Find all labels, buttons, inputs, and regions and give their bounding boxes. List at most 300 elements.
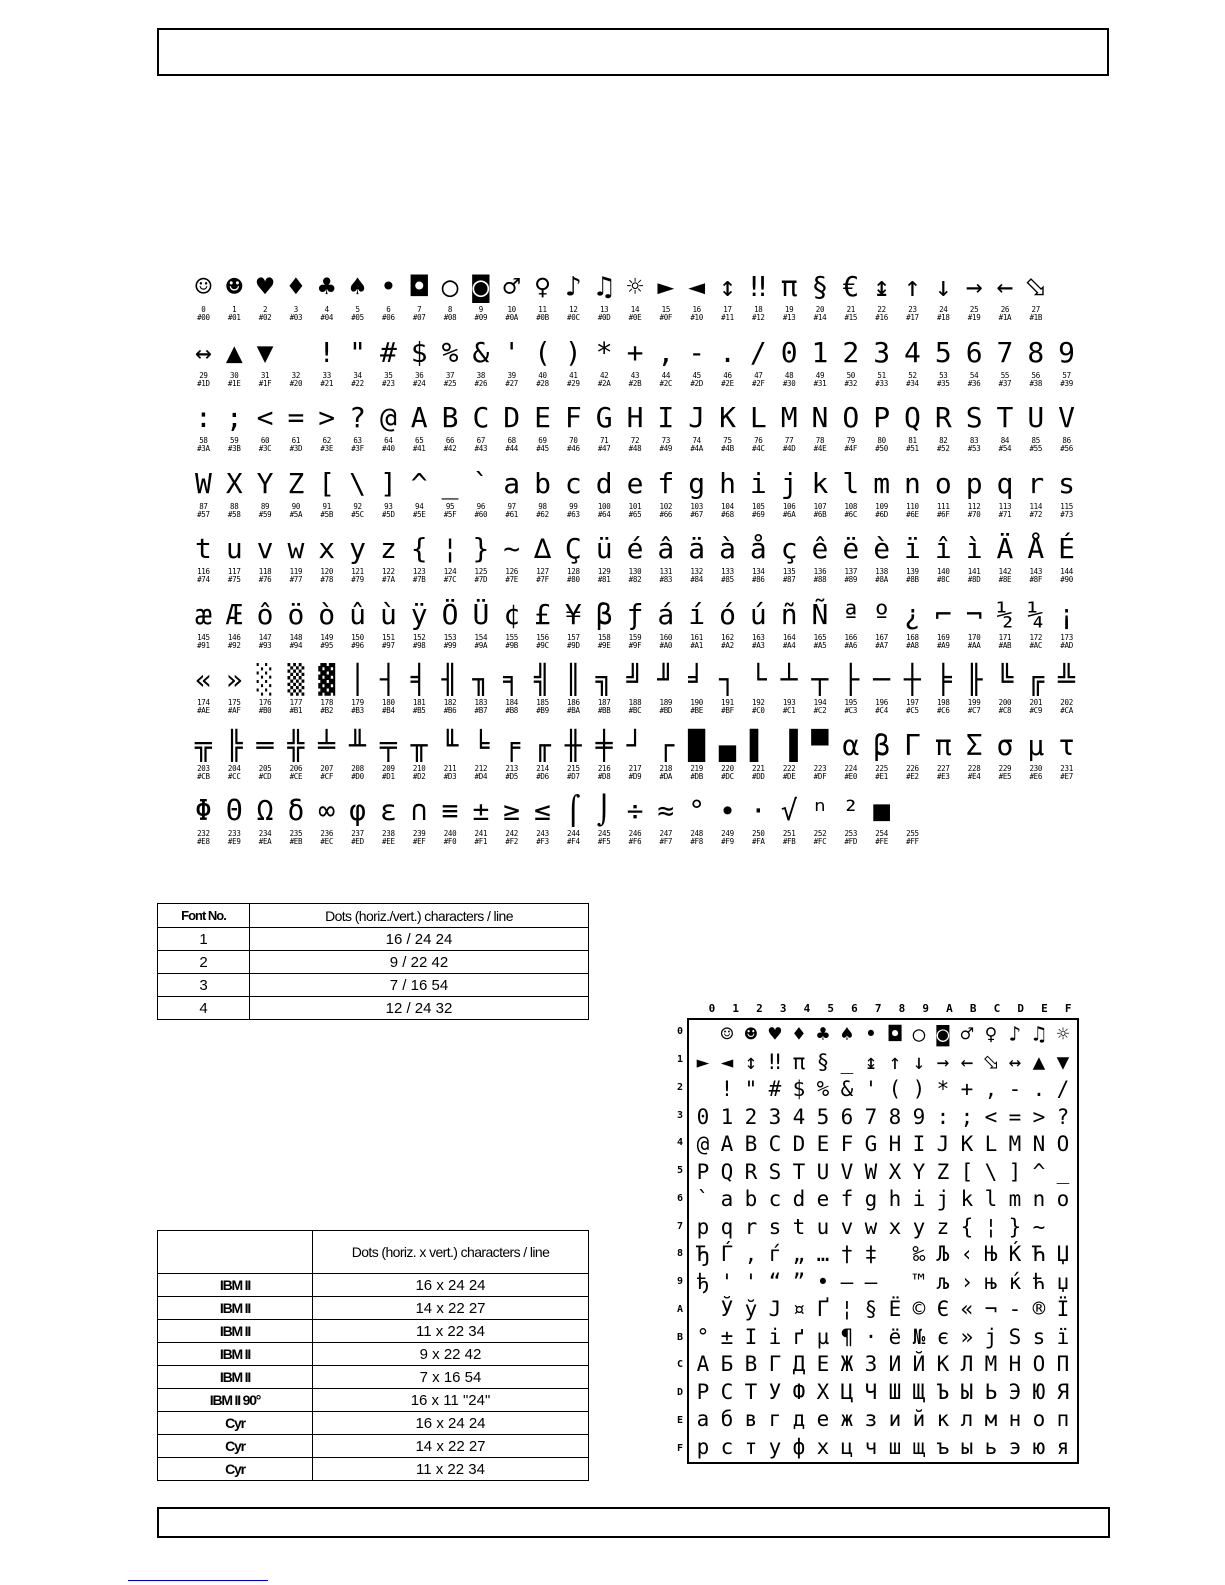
glyph-cell bbox=[866, 792, 897, 858]
glyph-decimal-code: 111 bbox=[936, 501, 950, 511]
glyph-hex-code: #CF bbox=[320, 771, 334, 781]
glyph-char: ⬂ bbox=[1024, 270, 1048, 303]
glyph-hex-code: #FA bbox=[751, 837, 765, 846]
glyph-decimal-code: 53 bbox=[939, 370, 948, 380]
glyph-decimal-code: 253 bbox=[844, 829, 858, 838]
glyph-decimal-code: 188 bbox=[628, 698, 642, 707]
codepage-table bbox=[157, 1230, 589, 1481]
codepage-char: 1 bbox=[720, 1104, 734, 1129]
glyph-hex-code: #04 bbox=[320, 313, 334, 322]
glyph-char: ╣ bbox=[534, 663, 551, 696]
glyph-cell bbox=[465, 268, 496, 334]
glyph-char: ◙ bbox=[472, 270, 490, 303]
glyph-decimal-code: 84 bbox=[1000, 436, 1010, 445]
glyph-decimal-code: 154 bbox=[474, 632, 488, 642]
codepage-column-label: 8 bbox=[898, 1002, 906, 1015]
glyph-decimal-code: 9 bbox=[478, 305, 483, 314]
codepage-row bbox=[691, 1131, 1075, 1159]
codepage-char bbox=[883, 1269, 907, 1297]
glyph-hex-code: #C4 bbox=[875, 706, 888, 715]
codepage-char: J bbox=[936, 1132, 950, 1156]
glyph-decimal-code: 46 bbox=[723, 370, 732, 380]
glyph-cell bbox=[311, 792, 342, 858]
glyph-hex-code: #14 bbox=[813, 313, 827, 322]
glyph-hex-code: #05 bbox=[351, 313, 364, 322]
codepage-char: Й bbox=[912, 1352, 926, 1376]
glyph-hex-code: #E4 bbox=[967, 771, 981, 781]
glyph-hex-code: #89 bbox=[844, 575, 858, 584]
glyph-hex-code: #E1 bbox=[875, 771, 888, 781]
glyph-decimal-code: 207 bbox=[320, 763, 334, 773]
glyph-cell bbox=[990, 661, 1021, 727]
glyph-decimal-code: 117 bbox=[227, 567, 241, 576]
glyph-char: ê bbox=[811, 532, 829, 565]
glyph-char: ° bbox=[688, 794, 706, 827]
glyph-char: ╙ bbox=[441, 728, 459, 762]
glyph-cell bbox=[1020, 727, 1051, 793]
table-cell: 7 x 16 54 bbox=[313, 1366, 589, 1389]
codepage-row bbox=[691, 1434, 1075, 1462]
glyph-cell bbox=[496, 334, 527, 400]
glyph-char: k bbox=[811, 466, 829, 500]
glyph-decimal-code: 86 bbox=[1062, 436, 1071, 445]
glyph-decimal-code: 43 bbox=[630, 370, 640, 380]
table-row bbox=[158, 1343, 589, 1366]
glyph-decimal-code: 157 bbox=[567, 632, 580, 642]
codepage-char: _ bbox=[1056, 1159, 1070, 1184]
glyph-decimal-code: 165 bbox=[813, 632, 827, 642]
glyph-char: ♂ bbox=[503, 270, 521, 303]
glyph-decimal-code: 27 bbox=[1031, 305, 1040, 314]
table-cell: 12 / 24 32 bbox=[250, 997, 589, 1020]
glyph-hex-code: #46 bbox=[567, 444, 580, 453]
codepage-char: Љ bbox=[936, 1242, 950, 1266]
glyph-char: ╧ bbox=[318, 728, 336, 762]
glyph-hex-code: #AF bbox=[227, 706, 241, 715]
glyph-char: 6 bbox=[965, 335, 983, 369]
codepage-chart bbox=[672, 1002, 1080, 1464]
codepage-row bbox=[691, 1021, 1075, 1049]
glyph-cell bbox=[496, 530, 527, 596]
glyph-char: ▄ bbox=[719, 728, 736, 762]
glyph-decimal-code: 121 bbox=[351, 567, 364, 576]
glyph-cell bbox=[897, 334, 928, 400]
glyph-char: ╞ bbox=[934, 663, 952, 696]
glyph-decimal-code: 109 bbox=[875, 501, 888, 511]
glyph-decimal-code: 240 bbox=[443, 829, 457, 838]
glyph-decimal-code: 156 bbox=[536, 632, 549, 642]
codepage-char: ќ bbox=[1008, 1269, 1022, 1294]
glyph-cell bbox=[1051, 792, 1082, 858]
glyph-char: ∙ bbox=[719, 794, 736, 827]
glyph-char: ç bbox=[780, 532, 798, 565]
glyph-hex-code: #36 bbox=[967, 378, 981, 388]
codepage-char: ! bbox=[720, 1077, 734, 1101]
codepage-column-label: 1 bbox=[732, 1002, 739, 1015]
glyph-decimal-code: 4 bbox=[324, 305, 329, 314]
codepage-char: Г bbox=[768, 1352, 782, 1376]
glyph-cell bbox=[743, 334, 774, 400]
glyph-char: 1 bbox=[811, 335, 829, 369]
glyph-char: ¡ bbox=[1058, 597, 1076, 631]
glyph-hex-code: #13 bbox=[782, 313, 796, 322]
glyph-char: y bbox=[349, 532, 366, 565]
glyph-char: ¿ bbox=[904, 597, 921, 631]
glyph-hex-code: #B4 bbox=[382, 706, 395, 715]
glyph-hex-code: #3A bbox=[197, 444, 210, 453]
glyph-cell bbox=[342, 727, 373, 793]
glyph-hex-code: #5F bbox=[443, 509, 457, 519]
glyph-char: Φ bbox=[194, 794, 212, 827]
glyph-decimal-code: 106 bbox=[782, 501, 796, 511]
codepage-row bbox=[691, 1296, 1075, 1324]
glyph-decimal-code: 244 bbox=[567, 829, 580, 838]
glyph-hex-code: #19 bbox=[967, 313, 981, 322]
glyph-decimal-code: 31 bbox=[260, 370, 270, 380]
glyph-cell bbox=[681, 399, 712, 465]
glyph-char: ┴ bbox=[780, 663, 798, 696]
codepage-char: x bbox=[888, 1214, 902, 1239]
glyph-char: ¦ bbox=[441, 532, 459, 565]
codepage-char: - bbox=[1008, 1297, 1022, 1321]
codepage-char: 5 bbox=[816, 1104, 830, 1129]
glyph-decimal-code: 205 bbox=[258, 763, 272, 773]
glyph-hex-code: #F2 bbox=[505, 837, 519, 846]
glyph-cell bbox=[835, 465, 866, 531]
glyph-cell bbox=[589, 727, 620, 793]
glyph-char: │ bbox=[349, 663, 366, 696]
codepage-char: ш bbox=[888, 1434, 902, 1459]
glyph-decimal-code: 225 bbox=[875, 763, 888, 773]
glyph-char: * bbox=[595, 335, 613, 369]
glyph-char: ╜ bbox=[657, 663, 675, 696]
glyph-decimal-code: 137 bbox=[844, 567, 858, 576]
glyph-decimal-code: 33 bbox=[322, 370, 331, 380]
glyph-cell bbox=[219, 399, 250, 465]
codepage-column-label: E bbox=[1041, 1002, 1048, 1015]
glyph-hex-code: #D0 bbox=[351, 771, 364, 781]
glyph-hex-code: #9A bbox=[474, 640, 488, 650]
glyph-cell bbox=[250, 530, 281, 596]
glyph-decimal-code: 17 bbox=[723, 305, 732, 314]
glyph-hex-code: #17 bbox=[906, 313, 919, 322]
codepage-char: ^ bbox=[1032, 1159, 1046, 1184]
glyph-decimal-code: 0 bbox=[201, 305, 206, 314]
glyph-cell bbox=[1051, 530, 1082, 596]
glyph-hex-code: #45 bbox=[536, 444, 549, 453]
codepage-char bbox=[691, 1076, 715, 1104]
codepage-char: U bbox=[816, 1159, 830, 1184]
glyph-char: ä bbox=[688, 532, 706, 565]
glyph-hex-code: #86 bbox=[751, 575, 765, 584]
glyph-char: ∆ bbox=[534, 532, 551, 565]
glyph-cell bbox=[250, 661, 281, 727]
glyph-cell bbox=[280, 727, 311, 793]
table-cell: 2 bbox=[158, 951, 250, 974]
glyph-decimal-code: 161 bbox=[690, 632, 703, 642]
glyph-cell bbox=[280, 268, 311, 334]
glyph-cell bbox=[928, 792, 959, 858]
glyph-cell bbox=[250, 727, 281, 793]
glyph-hex-code: #61 bbox=[505, 509, 519, 519]
glyph-hex-code: #08 bbox=[443, 313, 457, 322]
codepage-char: Ј bbox=[768, 1297, 782, 1321]
glyph-char: p bbox=[965, 466, 983, 500]
glyph-cell bbox=[743, 661, 774, 727]
codepage-char: – bbox=[840, 1269, 854, 1294]
codepage-char: С bbox=[720, 1379, 734, 1404]
glyph-cell bbox=[311, 530, 342, 596]
codepage-char bbox=[691, 1296, 715, 1324]
codepage-char: б bbox=[720, 1407, 734, 1431]
glyph-char: n bbox=[904, 466, 921, 500]
table-row bbox=[158, 951, 589, 974]
glyph-cell bbox=[435, 334, 466, 400]
glyph-decimal-code: 118 bbox=[258, 567, 272, 576]
table-cell: 16 x 24 24 bbox=[313, 1274, 589, 1297]
codepage-char: q bbox=[720, 1214, 734, 1239]
glyph-char: 8 bbox=[1027, 335, 1045, 369]
glyph-char: ↑ bbox=[904, 270, 921, 303]
codepage-row bbox=[691, 1406, 1075, 1434]
codepage-char: є bbox=[936, 1324, 950, 1349]
glyph-decimal-code: 211 bbox=[443, 763, 457, 773]
glyph-decimal-code: 16 bbox=[692, 305, 701, 314]
glyph-char: ♣ bbox=[318, 270, 336, 303]
glyph-cell bbox=[527, 465, 558, 531]
glyph-cell bbox=[589, 596, 620, 662]
glyph-hex-code: #02 bbox=[258, 313, 272, 322]
glyph-char: ≥ bbox=[503, 794, 521, 827]
glyph-hex-code: #73 bbox=[1060, 509, 1073, 519]
glyph-cell bbox=[805, 334, 836, 400]
glyph-cell bbox=[897, 792, 928, 858]
codepage-char: м bbox=[984, 1407, 998, 1431]
glyph-hex-code: #01 bbox=[227, 313, 241, 322]
glyph-hex-code: #AB bbox=[998, 640, 1012, 650]
glyph-char: ├ bbox=[842, 663, 860, 696]
glyph-decimal-code: 45 bbox=[692, 370, 701, 380]
glyph-decimal-code: 223 bbox=[813, 763, 827, 773]
table-row bbox=[158, 1320, 589, 1343]
glyph-cell bbox=[342, 596, 373, 662]
glyph-char: m bbox=[873, 466, 891, 500]
glyph-char: Ü bbox=[472, 597, 490, 631]
codepage-char: k bbox=[960, 1187, 974, 1211]
glyph-cell bbox=[373, 792, 404, 858]
glyph-decimal-code: 56 bbox=[1031, 370, 1040, 380]
glyph-char: ↕ bbox=[719, 270, 736, 303]
glyph-char: 2 bbox=[842, 335, 860, 369]
codepage-char: > bbox=[1032, 1104, 1046, 1129]
glyph-cell bbox=[404, 596, 435, 662]
glyph-decimal-code: 85 bbox=[1031, 436, 1040, 445]
codepage-char: ♥ bbox=[768, 1022, 782, 1046]
glyph-decimal-code: 3 bbox=[293, 305, 298, 314]
codepage-char: } bbox=[1008, 1214, 1022, 1239]
table-cell: 11 x 22 34 bbox=[313, 1458, 589, 1481]
glyph-decimal-code: 189 bbox=[659, 698, 673, 707]
glyph-decimal-code: 248 bbox=[690, 829, 703, 838]
glyph-cell bbox=[712, 727, 743, 793]
glyph-decimal-code: 119 bbox=[289, 567, 303, 576]
glyph-cell bbox=[805, 530, 836, 596]
glyph-decimal-code: 52 bbox=[908, 370, 917, 380]
glyph-hex-code: #06 bbox=[382, 313, 395, 322]
glyph-cell bbox=[342, 792, 373, 858]
glyph-cell bbox=[342, 530, 373, 596]
glyph-decimal-code: 232 bbox=[197, 829, 210, 838]
glyph-decimal-code: 103 bbox=[690, 501, 703, 511]
codepage-char: о bbox=[1032, 1407, 1046, 1431]
table-cell: IBM II bbox=[158, 1274, 313, 1297]
codepage-char: ч bbox=[864, 1434, 878, 1459]
glyph-decimal-code: 204 bbox=[227, 763, 241, 773]
codepage-char: z bbox=[936, 1214, 950, 1239]
glyph-cell bbox=[650, 334, 681, 400]
glyph-hex-code: #84 bbox=[690, 575, 703, 584]
glyph-hex-code: #9E bbox=[597, 640, 611, 650]
glyph-hex-code: #03 bbox=[289, 313, 303, 322]
table-row bbox=[158, 1366, 589, 1389]
glyph-hex-code: #53 bbox=[967, 444, 981, 453]
glyph-cell bbox=[558, 661, 589, 727]
glyph-cell bbox=[835, 334, 866, 400]
glyph-hex-code: #99 bbox=[443, 640, 457, 650]
glyph-hex-code: #4F bbox=[844, 444, 858, 453]
codepage-row-label: 4 bbox=[676, 1137, 684, 1149]
glyph-hex-code: #41 bbox=[412, 444, 426, 453]
glyph-hex-code: #B6 bbox=[443, 706, 457, 715]
codepage-column-label: 6 bbox=[851, 1002, 858, 1015]
glyph-hex-code: #2D bbox=[690, 378, 703, 388]
glyph-decimal-code: 212 bbox=[474, 763, 488, 773]
glyph-decimal-code: 74 bbox=[692, 436, 701, 445]
glyph-decimal-code: 166 bbox=[844, 632, 858, 642]
glyph-char: A bbox=[410, 401, 428, 434]
glyph-hex-code: #34 bbox=[906, 378, 919, 388]
glyph-hex-code: #8B bbox=[906, 575, 919, 584]
glyph-hex-code: #28 bbox=[536, 378, 549, 388]
glyph-char: g bbox=[688, 466, 706, 500]
glyph-char: ┌ bbox=[657, 728, 675, 762]
codepage-row-label: 9 bbox=[676, 1276, 684, 1288]
glyph-cell bbox=[897, 268, 928, 334]
glyph-cell bbox=[527, 661, 558, 727]
glyph-cell bbox=[404, 268, 435, 334]
glyph-char: R bbox=[934, 401, 952, 434]
codepage-char: ± bbox=[720, 1324, 734, 1349]
glyph-char: ♦ bbox=[287, 270, 305, 303]
glyph-cell bbox=[774, 727, 805, 793]
glyph-hex-code: #1E bbox=[227, 378, 241, 388]
glyph-decimal-code: 210 bbox=[412, 763, 426, 773]
glyph-cell bbox=[558, 465, 589, 531]
codepage-char: ↨ bbox=[864, 1049, 878, 1074]
glyph-decimal-code: 183 bbox=[474, 698, 488, 707]
glyph-char: q bbox=[996, 466, 1014, 500]
glyph-row bbox=[188, 334, 1082, 400]
glyph-decimal-code: 242 bbox=[505, 829, 519, 838]
glyph-char: \ bbox=[349, 466, 366, 500]
codepage-char: R bbox=[744, 1159, 758, 1184]
glyph-hex-code: #D1 bbox=[382, 771, 395, 781]
codepage-char: ” bbox=[792, 1269, 806, 1294]
glyph-char: K bbox=[719, 401, 736, 434]
glyph-cell bbox=[990, 727, 1021, 793]
glyph-decimal-code: 76 bbox=[754, 436, 763, 445]
glyph-hex-code: #00 bbox=[197, 313, 210, 322]
glyph-cell bbox=[1020, 596, 1051, 662]
glyph-decimal-code: 202 bbox=[1060, 698, 1073, 707]
glyph-decimal-code: 181 bbox=[412, 698, 426, 707]
table-cell: IBM II bbox=[158, 1343, 313, 1366]
glyph-char: ▐ bbox=[780, 728, 798, 762]
table-cell: IBM II bbox=[158, 1297, 313, 1320]
glyph-cell bbox=[712, 334, 743, 400]
codepage-row-headers bbox=[672, 1018, 688, 1462]
table-cell: 16 x 24 24 bbox=[313, 1412, 589, 1435]
glyph-decimal-code: 206 bbox=[289, 763, 303, 773]
glyph-cell bbox=[928, 727, 959, 793]
glyph-char: # bbox=[379, 335, 397, 369]
glyph-char: ` bbox=[472, 466, 490, 500]
table-cell: Cyr bbox=[158, 1412, 313, 1435]
glyph-char: ≈ bbox=[657, 794, 675, 827]
codepage-char: Њ bbox=[984, 1242, 998, 1266]
glyph-cell bbox=[774, 465, 805, 531]
glyph-decimal-code: 104 bbox=[721, 501, 734, 511]
glyph-cell bbox=[311, 334, 342, 400]
glyph-cell bbox=[404, 727, 435, 793]
glyph-char: Ç bbox=[564, 532, 582, 565]
glyph-decimal-code: 221 bbox=[751, 763, 765, 773]
glyph-decimal-code: 235 bbox=[289, 829, 303, 838]
codepage-row bbox=[691, 1241, 1075, 1269]
glyph-cell bbox=[712, 465, 743, 531]
glyph-char: c bbox=[564, 466, 582, 500]
glyph-decimal-code: 63 bbox=[353, 436, 362, 445]
codepage-char: A bbox=[720, 1132, 734, 1156]
glyph-hex-code: #5E bbox=[412, 509, 426, 519]
glyph-char: ó bbox=[719, 597, 736, 631]
codepage-char: § bbox=[864, 1297, 878, 1321]
glyph-hex-code: #DE bbox=[782, 771, 796, 781]
codepage-char: Ќ bbox=[1008, 1242, 1022, 1266]
glyph-hex-code: #60 bbox=[474, 509, 488, 519]
glyph-char: ┼ bbox=[904, 663, 921, 696]
codepage-table-header-cell: Dots (horiz. x vert.) characters / line bbox=[313, 1231, 589, 1274]
codepage-column-label: 4 bbox=[803, 1002, 811, 1015]
glyph-cell bbox=[681, 465, 712, 531]
codepage-char: « bbox=[960, 1297, 974, 1321]
glyph-char: Z bbox=[287, 466, 305, 500]
glyph-cell bbox=[897, 530, 928, 596]
glyph-char: ░ bbox=[256, 663, 274, 696]
glyph-cell bbox=[928, 530, 959, 596]
glyph-char: ' bbox=[503, 335, 521, 369]
glyph-hex-code: #42 bbox=[443, 444, 457, 453]
glyph-cell bbox=[465, 727, 496, 793]
glyph-decimal-code: 97 bbox=[507, 501, 516, 511]
glyph-decimal-code: 44 bbox=[661, 370, 671, 380]
glyph-char: / bbox=[749, 335, 767, 369]
glyph-char: É bbox=[1058, 532, 1076, 565]
glyph-hex-code: #B5 bbox=[412, 706, 426, 715]
glyph-decimal-code: 136 bbox=[813, 567, 827, 576]
glyph-char: ( bbox=[534, 335, 551, 369]
table-row bbox=[158, 1274, 589, 1297]
